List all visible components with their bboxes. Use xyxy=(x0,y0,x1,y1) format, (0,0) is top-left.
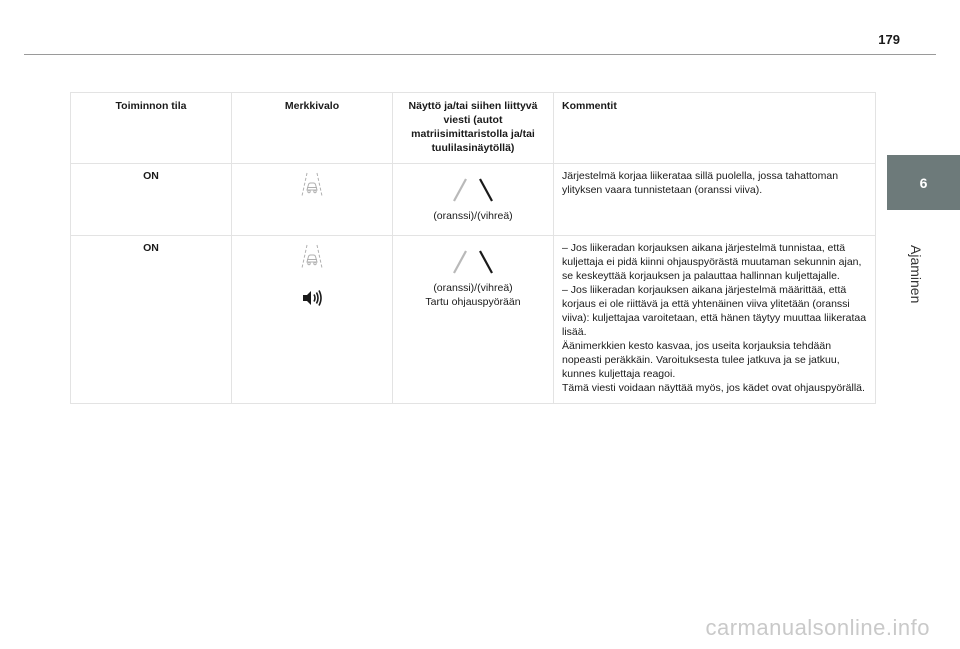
table-row xyxy=(71,236,876,404)
comment-text: – Jos liikeradan korjauksen aikana järjestelmä tunnistaa, että kuljettaja ei pidä kiinni ohjauspyörästä muutaman sekunnin ajan, se keskeyttää korjauksen ja palauttaa hallinnan kuljettajalle. xyxy=(562,242,862,282)
header-indicator: Merkkivalo xyxy=(232,93,393,164)
header-rule xyxy=(24,54,936,55)
page-number: 179 xyxy=(878,32,900,47)
lane-lines-icon xyxy=(438,247,508,277)
indicator-cell xyxy=(232,164,393,236)
comment-text: Tämä viesti voidaan näyttää myös, jos kädet ovat ohjauspyörällä. xyxy=(562,382,865,394)
lane-keeping-icon xyxy=(297,169,327,199)
header-function-state: Toiminnon tila xyxy=(71,93,232,164)
function-state-cell: ON xyxy=(71,236,232,404)
header-display-message: Näyttö ja/tai siihen liittyvä viesti (autot matriisimittaristolla ja/tai tuulilasinäytöllä) xyxy=(393,93,554,164)
comment-text: – Jos liikeradan korjauksen aikana järjestelmä määrittää, että korjaus ei ole riittävä ja että yhtenäinen viiva ylitetään (oranssi viiva): kuljettajaa varoitetaan, että hänen täytyy muuttaa liikerataa lisää. xyxy=(562,284,867,338)
chapter-title: Ajaminen xyxy=(908,245,924,304)
comment-cell xyxy=(554,236,876,404)
display-message-text: Tartu ohjauspyörään xyxy=(425,296,521,308)
display-colors-text: (oranssi)/(vihreä) xyxy=(433,282,513,294)
display-cell xyxy=(393,236,554,404)
lane-lines-icon xyxy=(438,175,508,205)
comment-text: Äänimerkkien kesto kasvaa, jos useita korjauksia tehdään nopeasti peräkkäin. Varoituksesta tulee jatkuva ja se jatkuu, kunnes kuljettaja reagoi. xyxy=(562,340,840,380)
header-comments: Kommentit xyxy=(554,93,876,164)
lane-keeping-icon xyxy=(297,241,327,271)
table-header-row xyxy=(71,93,876,164)
indicator-cell xyxy=(232,236,393,404)
watermark: carmanualsonline.info xyxy=(705,615,930,640)
chapter-number: 6 xyxy=(919,174,928,191)
display-cell xyxy=(393,164,554,236)
comment-cell xyxy=(554,164,876,236)
chapter-tab[interactable] xyxy=(887,155,960,210)
speaker-sound-icon xyxy=(301,289,323,307)
function-status-table xyxy=(70,92,876,404)
comment-text: Järjestelmä korjaa liikerataa sillä puolella, jossa tahattoman ylityksen vaara tunnistetaan (oranssi viiva). xyxy=(562,170,839,196)
display-colors-text: (oranssi)/(vihreä) xyxy=(433,210,513,222)
function-state-cell: ON xyxy=(71,164,232,236)
table-row xyxy=(71,164,876,236)
